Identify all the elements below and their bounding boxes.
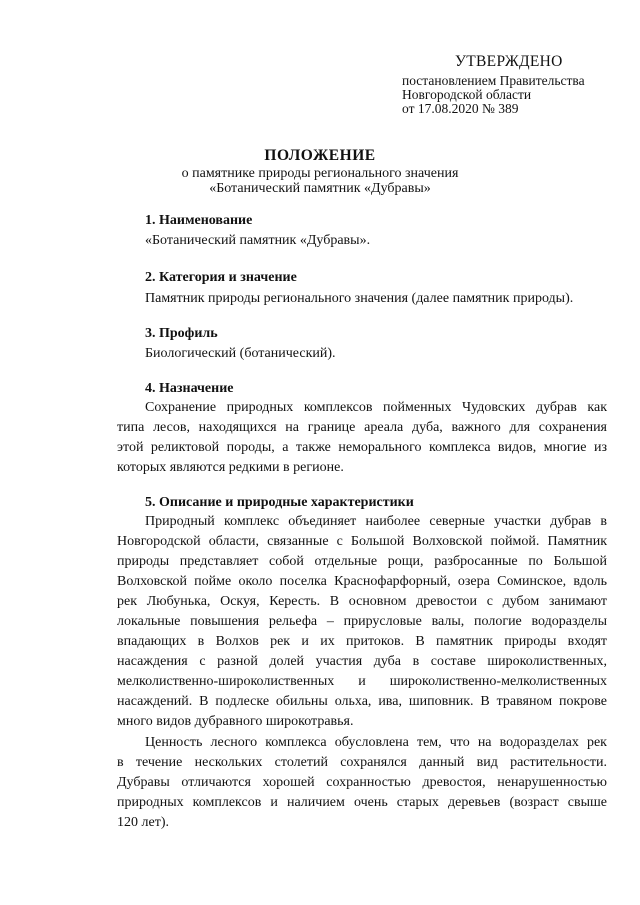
section-text-1: «Ботанический памятник «Дубравы». xyxy=(145,233,371,248)
text-line: типа лесов, находящихся на границе ареала дуба, важного для сохранения xyxy=(117,420,607,435)
section-heading-3: 3. Профиль xyxy=(145,326,218,341)
section-heading-2: 2. Категория и значение xyxy=(145,270,297,285)
text-line: этой реликтовой породы, а также неморального комплекса видов, многие из xyxy=(117,440,607,455)
approval-line: Новгородской области xyxy=(402,87,532,102)
text-line: впадающих в Волхов рек и их притоков. В памятник природы входят xyxy=(117,634,607,649)
section-text-4 xyxy=(117,398,607,478)
document-title: ПОЛОЖЕНИЕ xyxy=(264,147,376,164)
text-line: Новгородской области, связанные с Большой Волховской поймой. Памятник xyxy=(117,534,607,549)
text-line: локальные повышения рельефа – прирусловые валы, пологие водоразделы xyxy=(117,614,607,629)
section-heading-4: 4. Назначение xyxy=(145,381,234,396)
section-heading-1: 1. Наименование xyxy=(145,213,253,228)
text-line: рек Любунька, Оскуя, Кересть. В основном древостои с дубом занимают xyxy=(117,594,607,609)
section-text-5-paragraph-1 xyxy=(117,512,607,732)
text-line: которых являются редкими в регионе. xyxy=(117,460,344,475)
text-line: природы представляет собой отдельные рощи, разбросанные по Большой xyxy=(117,554,607,569)
text-line: Дубравы отличаются хорошей сохранностью древостоя, ненарушенностью xyxy=(117,775,607,790)
text-line: Ценность лесного комплекса обусловлена тем, что на водоразделах рек xyxy=(145,735,607,750)
approval-line: от 17.08.2020 № 389 xyxy=(402,101,519,116)
approval-line: постановлением Правительства xyxy=(402,73,585,88)
text-line: Волховской пойме около поселка Краснофарфорный, озера Соминское, вдоль xyxy=(117,574,607,589)
section-text-5-paragraph-2 xyxy=(117,733,607,833)
approval-stamp: УТВЕРЖДЕНО xyxy=(455,53,563,70)
text-line: в течение нескольких столетий сохранялся данный вид растительности. xyxy=(117,755,607,770)
text-line: много видов дубравного широкотравья. xyxy=(117,714,354,729)
approval-resolution xyxy=(402,74,585,116)
text-line: насаждений. В подлеске обильны ольха, ива, шиповник. В травяном покрове xyxy=(117,694,607,709)
subtitle-line: «Ботанический памятник «Дубравы» xyxy=(209,181,431,196)
text-line: насаждения с разной долей участия дуба в составе широколиственных, xyxy=(117,654,607,669)
text-line: 120 лет). xyxy=(117,815,169,830)
section-text-3: Биологический (ботанический). xyxy=(145,346,336,361)
subtitle-line: о памятнике природы регионального значения xyxy=(181,166,459,181)
text-line: природных комплексов и наличием очень старых деревьев (возраст свыше xyxy=(117,795,607,810)
text-line: Сохранение природных комплексов пойменных Чудовских дубрав как xyxy=(145,400,607,415)
section-text-2: Памятник природы регионального значения (далее памятник природы). xyxy=(145,291,574,306)
document-subtitle xyxy=(0,166,640,196)
section-heading-5: 5. Описание и природные характеристики xyxy=(145,495,414,510)
text-line: мелколиственно-широколиственных и широколиственно-мелколиственных xyxy=(117,674,607,689)
text-line: Природный комплекс объединяет наиболее северные участки дубрав в xyxy=(145,514,607,529)
